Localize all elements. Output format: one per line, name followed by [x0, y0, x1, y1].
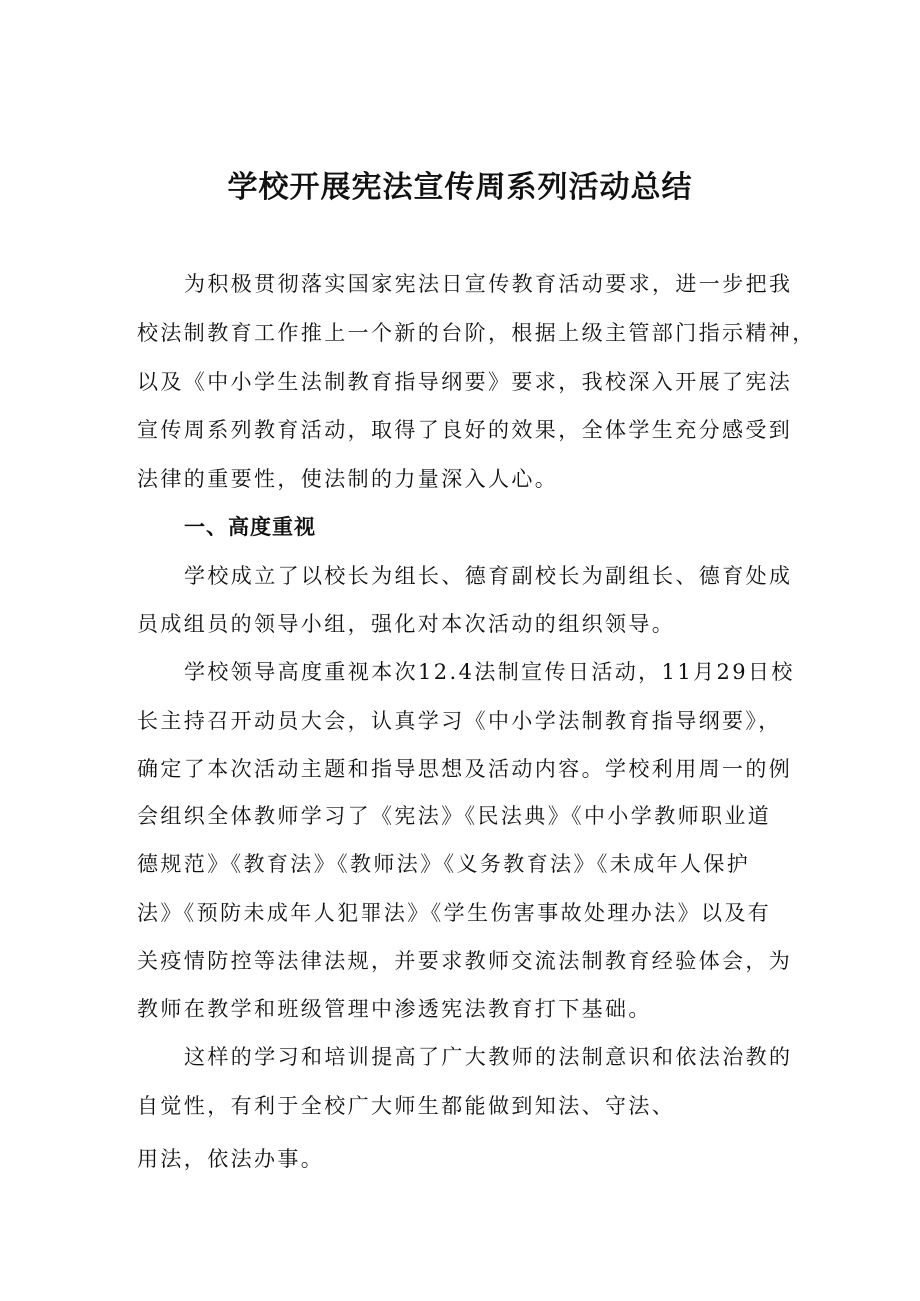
intro-line-4: 宣传周系列教育活动，取得了良好的效果，全体学生充分感受到: [137, 418, 793, 442]
section1-para1-line-2: 员成组员的领导小组，强化对本次活动的组织领导。: [137, 612, 676, 636]
page-title: 学校开展宪法宣传周系列活动总结: [227, 170, 693, 205]
section1-para3-line-1: 这样的学习和培训提高了广大教师的法制意识和依法治教的: [184, 1045, 793, 1069]
section1-para2-line-5: 德规范》《教育法》《教师法》《义务教育法》《未成年人保护: [137, 852, 751, 876]
intro-line-1: 为积极贯彻落实国家宪法日宣传教育活动要求，进一步把我: [184, 272, 793, 296]
intro-line-5: 法律的重要性，使法制的力量深入人心。: [137, 467, 559, 491]
section1-para2-line-7: 关疫情防控等法律法规，并要求教师交流法制教育经验体会，为: [137, 949, 793, 973]
section1-para2-line-2: 长主持召开动员大会，认真学习《中小学法制教育指导纲要》，: [137, 709, 782, 733]
section1-para2-line-4: 会组织全体教师学习了《宪法》《民法典》《中小学教师职业道: [137, 804, 772, 828]
section1-para3-line-2: 自觉性，有利于全校广大师生都能做到知法、守法、: [137, 1094, 676, 1118]
section-heading-1: 一、高度重视: [184, 515, 316, 539]
intro-line-3: 以及《中小学生法制教育指导纲要》要求，我校深入开展了宪法: [137, 370, 793, 394]
section1-para3-line-3: 用法，依法办事。: [137, 1147, 325, 1171]
section1-para2-line-3: 确定了本次活动主题和指导思想及活动内容。学校利用周一的例: [137, 757, 793, 781]
section1-para1-line-1: 学校成立了以校长为组长、德育副校长为副组长、德育处成: [184, 564, 793, 588]
section1-para2-line-6: 法》《预防未成年人犯罪法》《学生伤害事故处理办法》以及有: [137, 901, 772, 925]
section1-para2-line-8: 教师在教学和班级管理中渗透宪法教育打下基础。: [137, 997, 652, 1021]
section1-para2-line-1: 学校领导高度重视本次12.4法制宣传日活动，11月29日校: [184, 660, 795, 684]
intro-line-2: 校法制教育工作推上一个新的台阶，根据上级主管部门指示精神，: [137, 321, 816, 345]
